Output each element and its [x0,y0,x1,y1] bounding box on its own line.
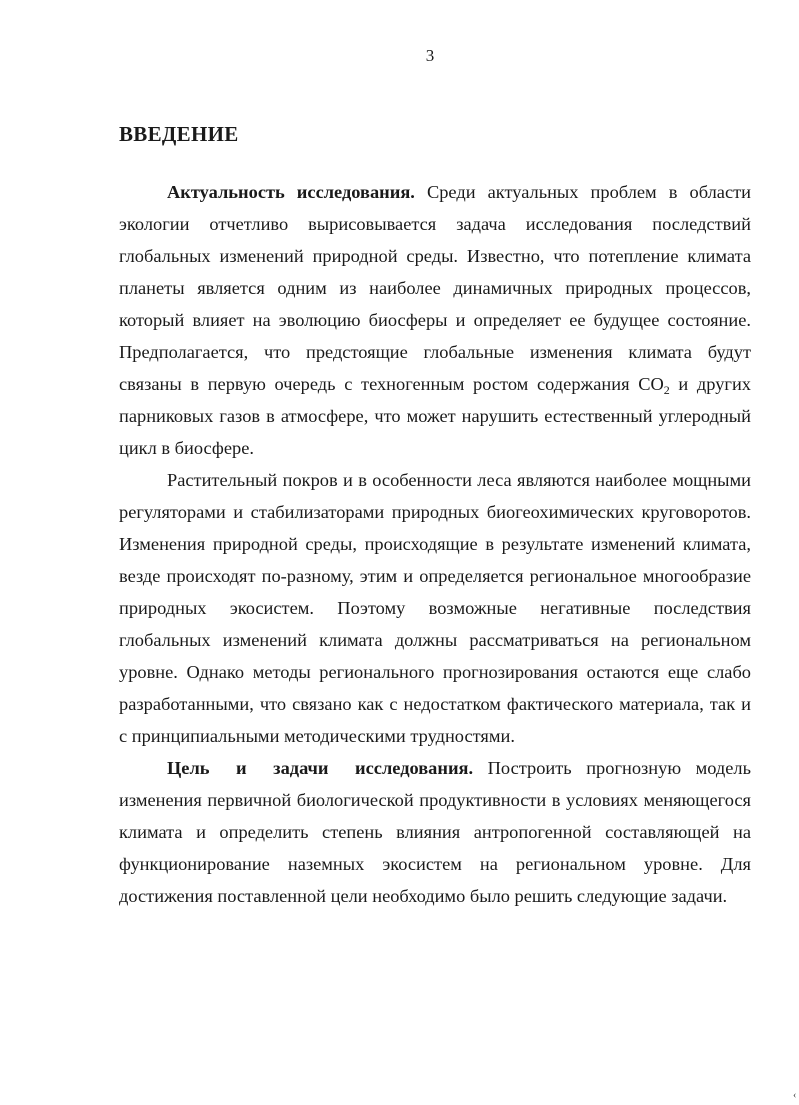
paragraph-text: и других парниковых газов в атмосфере, что может нарушить естественный углеродный цикл в биосфере. [119,374,752,458]
body-text [119,176,751,912]
section-heading: ВВЕДЕНИЕ [119,122,239,146]
paragraph-text: Построить прогнозную модель изменения первичной биологической продуктивности в условиях меняющегося климата и определить степень влияния антропогенной составляющей на функционирование наземных экосистем на региональном уровне. Для достижения поставленной цели необходимо было решить следующие задачи. [119,758,751,906]
paragraph-vegetation [119,464,751,752]
paragraph-relevance [119,176,751,464]
paragraph-text: Среди актуальных проблем в области экологии отчетливо вырисовывается задача исследования последствий глобальных изменений природной среды. Известно, что потепление климата планеты является одним из наиболее динамичных природных процессов, который влияет на эволюцию биосферы и определяет ее будущее состояние. Предполагается, что предстоящие глобальные изменения климата будут связаны в первую очередь с техногенным ростом содержания CO [119,182,751,394]
page-number: 3 [425,46,435,65]
paragraph-text: Растительный покров и в особенности леса являются наиболее мощными регуляторами и стабилизаторами природных биогеохимических круговоротов. Изменения природной среды, происходящие в результате изменений климата, везде происходят по-разному, этим и определяется региональное многообразие природных экосистем. Поэтому возможные негативные последствия глобальных изменений климата должны рассматриваться на региональном уровне. Однако методы регионального прогнозирования остаются еще слабо разработанными, что связано как с недостатком фактического материала, так и с принципиальными методическими трудностями. [119,470,751,746]
subscript-2: 2 [663,383,670,397]
paragraph-lead-relevance: Актуальность исследования. [167,182,415,202]
paragraph-goals [119,752,751,912]
paragraph-lead-goals: Цель и задачи исследования. [167,758,474,778]
scan-edge-mark: ‹ [793,1090,797,1101]
